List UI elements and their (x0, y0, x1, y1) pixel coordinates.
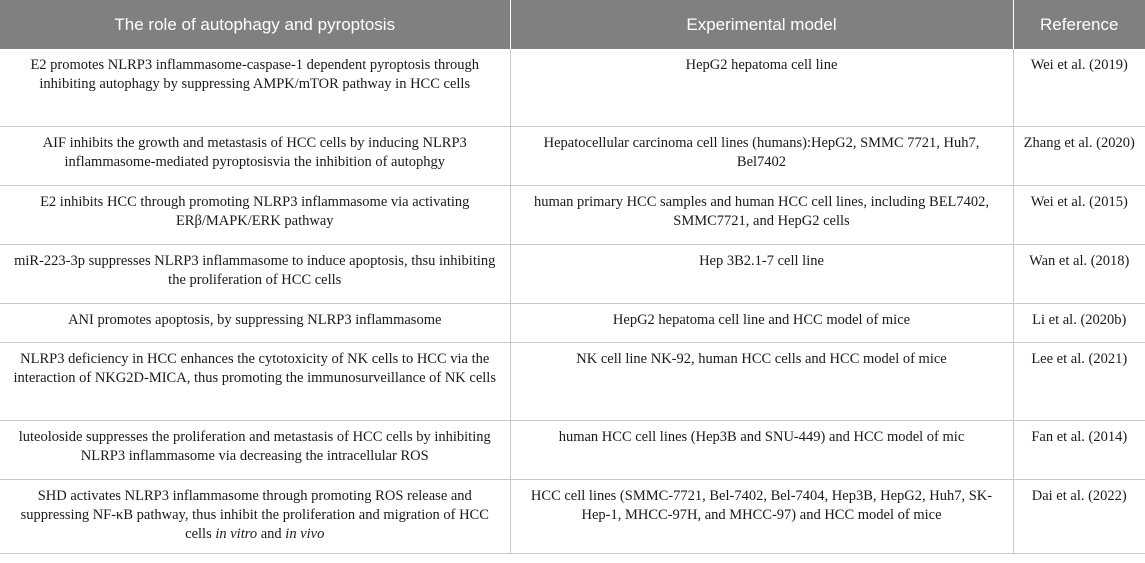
reference-cell (1013, 304, 1145, 343)
reference-cell (1013, 421, 1145, 480)
table-row (0, 245, 1145, 304)
reference-text: Fan et al. (2014) (1031, 429, 1128, 445)
reference-cell (1013, 245, 1145, 304)
model-text: Hep 3B2.1-7 cell line (699, 253, 824, 269)
reference-text: Wan et al. (2018) (1029, 253, 1130, 269)
model-cell (510, 304, 1013, 343)
role-cell (0, 421, 510, 480)
reference-text: Wei et al. (2015) (1030, 194, 1128, 210)
role-text-part: SHD activates NLRP3 inflammasome through promoting ROS release and suppressing NF-κB pathway, thus inhibit the proliferation and migration of HCC cells (20, 488, 489, 542)
table-row (0, 127, 1145, 186)
header-experimental-model: Experimental model (510, 0, 1013, 49)
table-row (0, 304, 1145, 343)
model-cell (510, 186, 1013, 245)
model-text: HCC cell lines (SMMC-7721, Bel-7402, Bel-7404, Hep3B, HepG2, Huh7, SK-Hep-1, MHCC-97H, and MHCC-97) and HCC model of mice (530, 488, 993, 523)
role-cell (0, 245, 510, 304)
reference-text: Dai et al. (2022) (1031, 488, 1127, 504)
role-cell (0, 127, 510, 186)
reference-text: Lee et al. (2021) (1031, 351, 1128, 367)
table-row (0, 186, 1145, 245)
table-row (0, 480, 1145, 554)
model-cell (510, 421, 1013, 480)
reference-cell (1013, 480, 1145, 554)
role-text: AIF inhibits the growth and metastasis of HCC cells by inducing NLRP3 inflammasome-mediated pyroptosisvia the inhibition of autophgy (42, 135, 467, 170)
model-text: HepG2 hepatoma cell line (685, 57, 838, 73)
role-text: E2 promotes NLRP3 inflammasome-caspase-1 dependent pyroptosis through inhibiting autophagy by suppressing AMPK/mTOR pathway in HCC cells (30, 57, 480, 92)
header-row (0, 0, 1145, 49)
role-cell (0, 49, 510, 127)
model-cell (510, 127, 1013, 186)
model-cell (510, 343, 1013, 421)
role-text (8, 487, 502, 544)
reference-text: Wei et al. (2019) (1030, 57, 1128, 73)
reference-cell (1013, 343, 1145, 421)
table-row (0, 49, 1145, 127)
role-text: miR-223-3p suppresses NLRP3 inflammasome to induce apoptosis, thsu inhibiting the proliferation of HCC cells (14, 253, 496, 288)
table-row (0, 421, 1145, 480)
table-row (0, 343, 1145, 421)
model-text: HepG2 hepatoma cell line and HCC model of mice (612, 312, 911, 328)
model-cell (510, 245, 1013, 304)
role-text: NLRP3 deficiency in HCC enhances the cytotoxicity of NK cells to HCC via the interaction of NKG2D-MICA, thus promoting the immunosurveillance of NK cells (13, 351, 496, 386)
table-header (0, 0, 1145, 49)
model-cell (510, 49, 1013, 127)
role-cell (0, 480, 510, 554)
model-cell (510, 480, 1013, 554)
reference-cell (1013, 49, 1145, 127)
model-text: human HCC cell lines (Hep3B and SNU-449) and HCC model of mic (558, 429, 965, 445)
reference-text: Zhang et al. (2020) (1023, 135, 1135, 151)
role-text-italic-in-vitro: in vitro (215, 526, 258, 542)
reference-text: Li et al. (2020b) (1032, 312, 1127, 328)
role-text: luteoloside suppresses the proliferation and metastasis of HCC cells by inhibiting NLRP3 inflammasome via decreasing the intracellular ROS (18, 429, 491, 464)
role-text: E2 inhibits HCC through promoting NLRP3 inflammasome via activating ERβ/MAPK/ERK pathway (40, 194, 470, 229)
role-text: ANI promotes apoptosis, by suppressing NLRP3 inflammasome (68, 312, 442, 328)
role-cell (0, 343, 510, 421)
role-text-part: and (257, 526, 286, 542)
role-text-italic-in-vivo: in vivo (285, 526, 325, 542)
model-text: Hepatocellular carcinoma cell lines (humans):HepG2, SMMC 7721, Huh7, Bel7402 (543, 135, 980, 170)
model-text: NK cell line NK-92, human HCC cells and HCC model of mice (576, 351, 947, 367)
role-cell (0, 186, 510, 245)
role-cell (0, 304, 510, 343)
reference-cell (1013, 127, 1145, 186)
reference-cell (1013, 186, 1145, 245)
header-role: The role of autophagy and pyroptosis (0, 0, 510, 49)
header-reference: Reference (1013, 0, 1145, 49)
model-text: human primary HCC samples and human HCC cell lines, including BEL7402, SMMC7721, and HepG2 cells (533, 194, 990, 229)
table-body (0, 49, 1145, 554)
